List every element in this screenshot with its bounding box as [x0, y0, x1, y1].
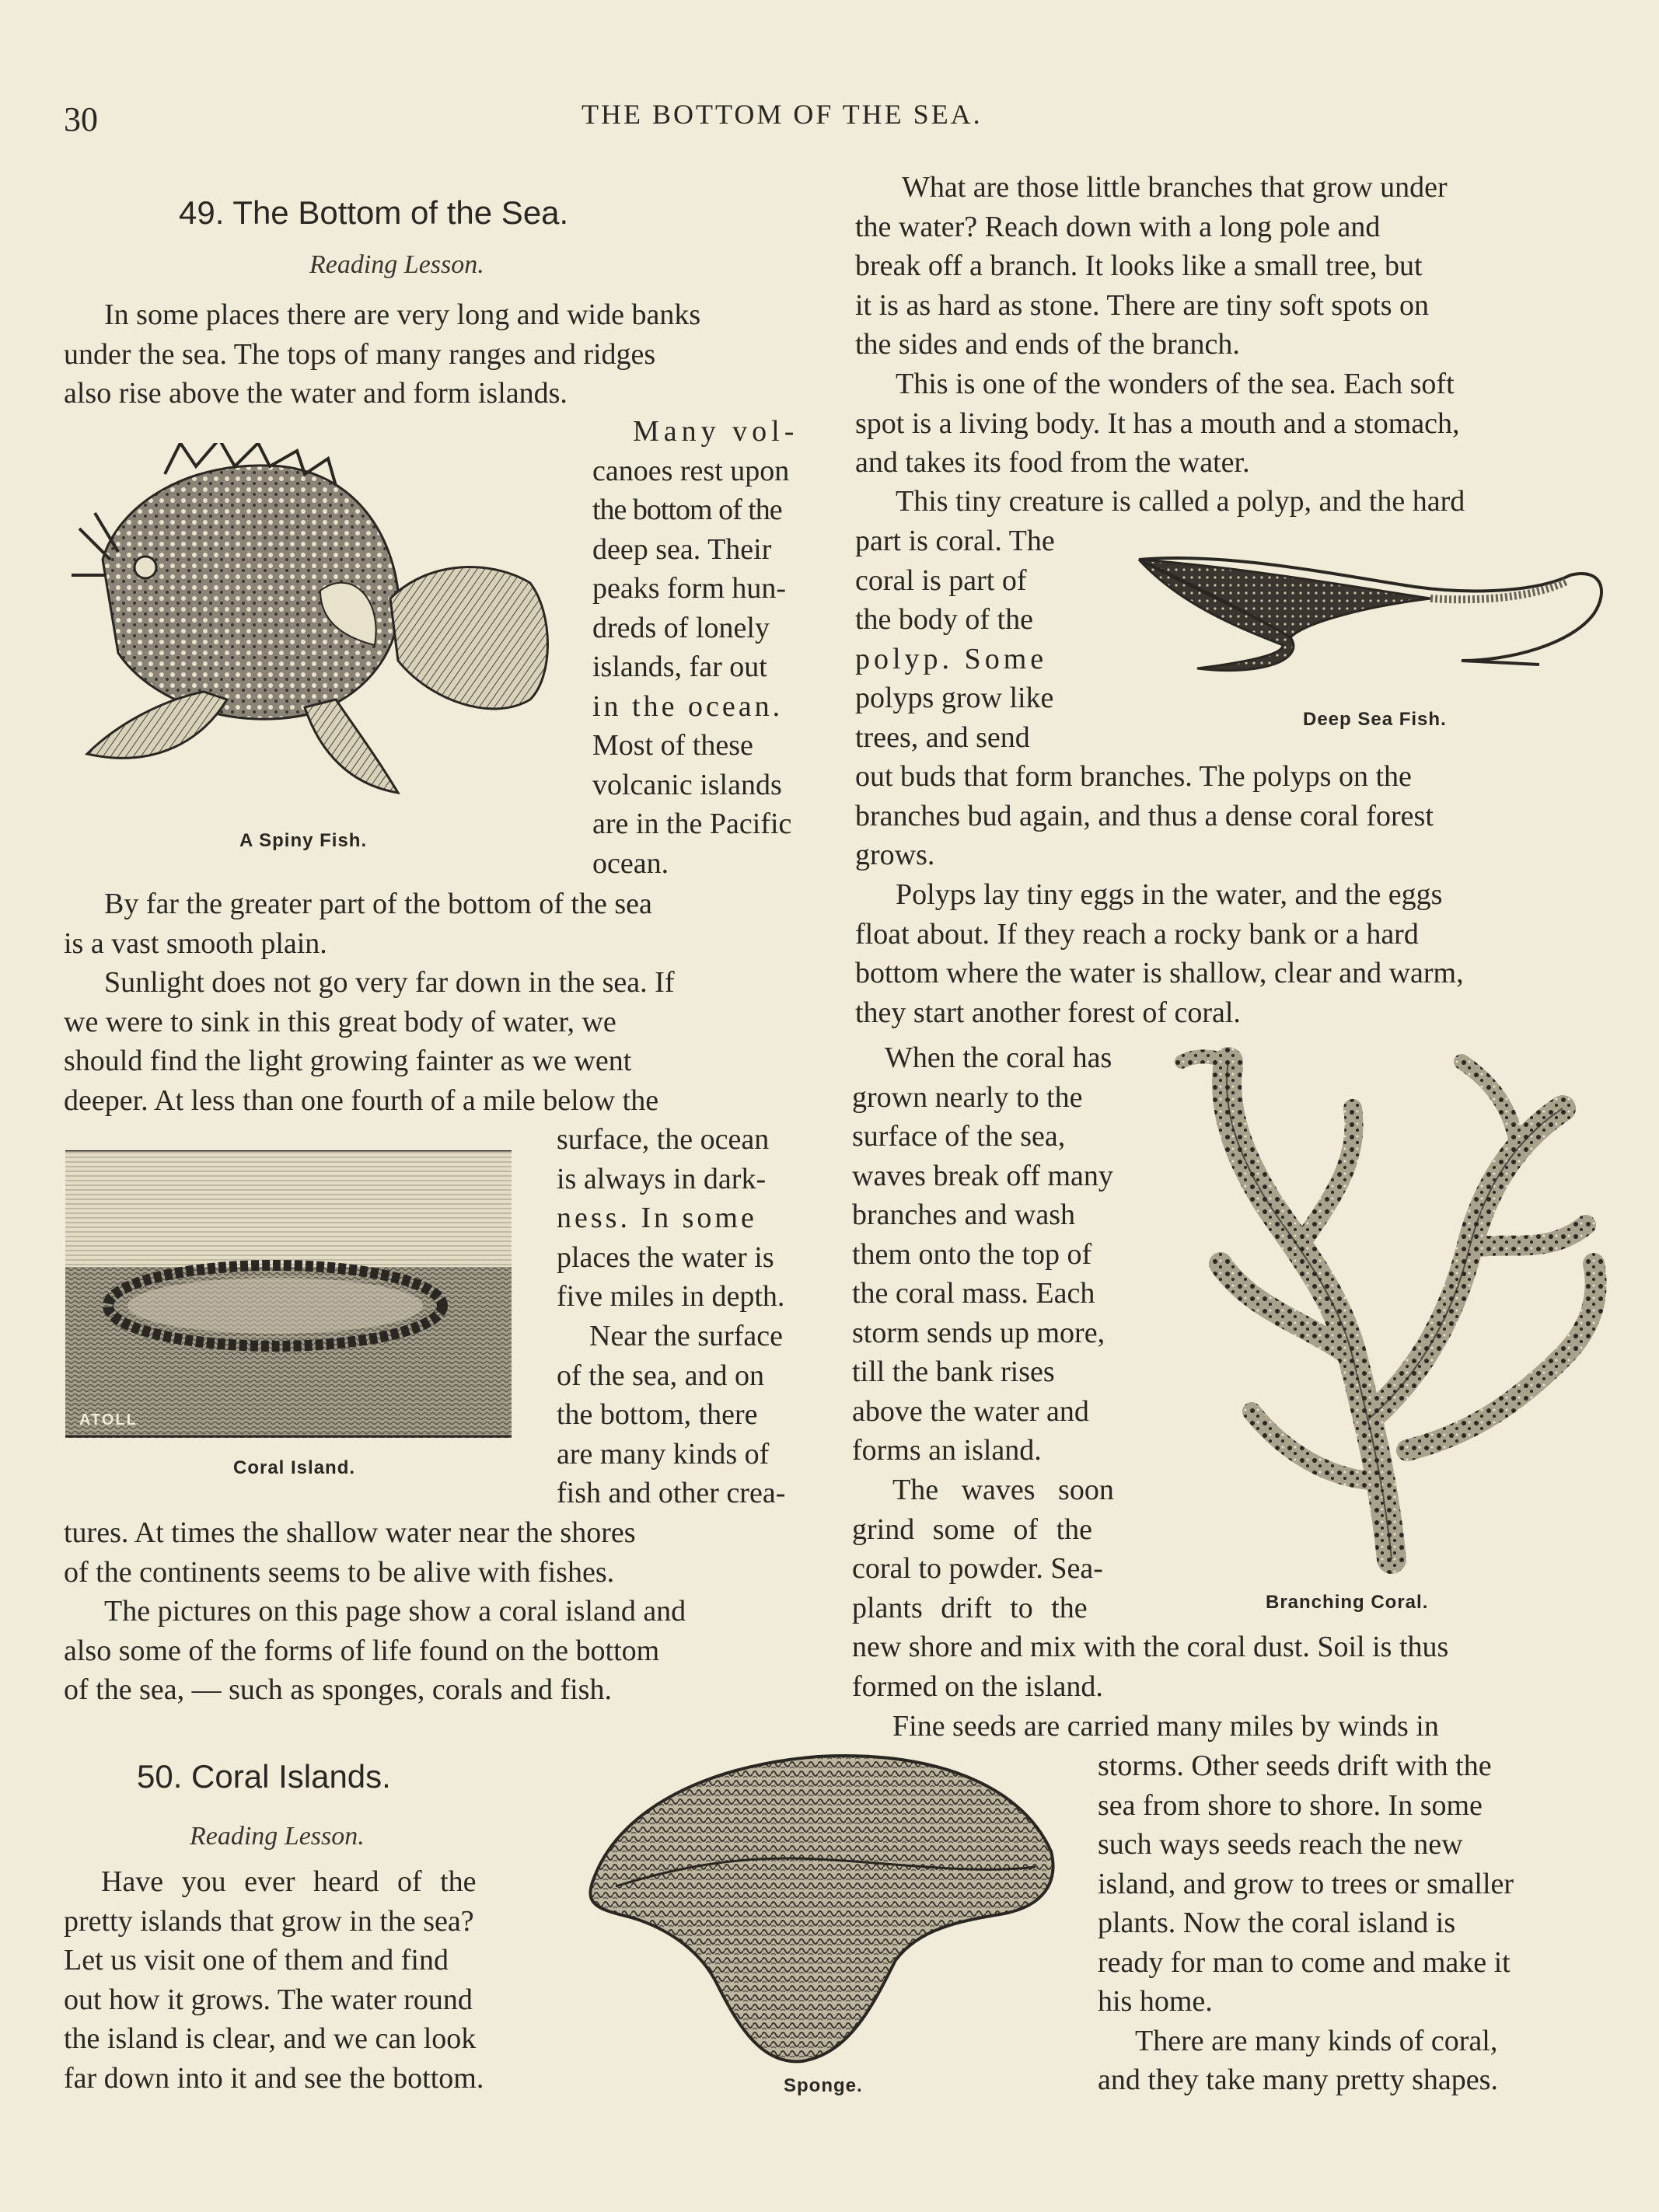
caption-coral-island: Coral Island.	[233, 1457, 356, 1478]
text-line: In some places there are very long and wide banks	[104, 298, 701, 331]
text-line: is a vast smooth plain.	[64, 926, 327, 960]
text-line: fish and other crea-	[557, 1477, 786, 1509]
text-line: new shore and mix with the coral dust. Soil is thus	[852, 1631, 1449, 1663]
text-line: When the coral has	[885, 1041, 1112, 1074]
s49-paragraph-5	[64, 1513, 818, 1592]
text-line: peaks form hun-	[592, 572, 787, 605]
text-line: are in the Pacific	[592, 808, 792, 840]
sponge-illustration	[585, 1750, 1060, 2069]
right-paragraph-6-rest	[852, 1628, 1622, 1706]
text-line: coral is part of	[855, 563, 1027, 597]
running-head: THE BOTTOM OF THE SEA.	[582, 99, 983, 130]
text-line: till the bank rises	[852, 1355, 1055, 1388]
branching-coral-illustration	[1174, 1046, 1617, 1575]
right-paragraph-3-rest	[855, 757, 1617, 875]
page-number: 30	[64, 100, 98, 138]
text-line: Sunlight does not go very far down in the sea. If	[104, 966, 675, 999]
s49-paragraph-3	[64, 884, 818, 963]
text-line: dreds of lonely	[592, 611, 770, 644]
spiny-fish-illustration	[72, 443, 569, 808]
text-line: the body of the	[855, 603, 1034, 636]
text-line: plants drift to the	[852, 1591, 1088, 1624]
text-line: part is coral. The	[855, 525, 1055, 557]
text-line: his home.	[1098, 1985, 1213, 2018]
text-line: plants. Now the coral island is	[1098, 1907, 1456, 1939]
text-line: of the sea, and on	[557, 1359, 764, 1392]
coral-island-illustration	[65, 1150, 512, 1438]
right-paragraph-5-narrow	[852, 1038, 1147, 1471]
text-line: forms an island.	[852, 1434, 1042, 1467]
text-line: the water? Reach down with a long pole and	[855, 210, 1381, 243]
text-line: canoes rest upon	[592, 454, 790, 487]
text-line: pretty islands that grow in the sea?	[64, 1904, 474, 1938]
text-line: storms. Other seeds drift with the	[1098, 1750, 1492, 1782]
text-line: Near the surface	[589, 1320, 783, 1352]
text-line: also some of the forms of life found on the bottom	[64, 1634, 660, 1667]
text-line: grows.	[855, 839, 935, 871]
text-line: surface of the sea,	[852, 1120, 1066, 1153]
caption-deep-sea-fish: Deep Sea Fish.	[1303, 709, 1447, 730]
s49-paragraph-4	[64, 963, 818, 1120]
s49-paragraph-6	[64, 1592, 818, 1710]
text-line: polyp. Some	[855, 642, 1048, 675]
text-line: The waves soon	[892, 1474, 1114, 1506]
right-paragraph-2	[855, 365, 1617, 483]
text-line: in the ocean.	[592, 689, 784, 723]
text-line: are many kinds of	[557, 1437, 770, 1471]
text-line: branches and wash	[852, 1198, 1076, 1231]
text-line: storm sends up more,	[852, 1316, 1105, 1349]
caption-sponge: Sponge.	[784, 2075, 863, 2096]
text-line: What are those little branches that grow under	[902, 171, 1448, 204]
text-line: far down into it and see the bottom.	[64, 2061, 484, 2095]
text-line: also rise above the water and form islands.	[64, 377, 568, 410]
text-line: out how it grows. The water round	[64, 1983, 473, 2016]
text-line: ready for man to come and make it	[1098, 1945, 1511, 1979]
text-line: grown nearly to the	[852, 1080, 1083, 1114]
s49-paragraph-4-narrow	[557, 1120, 813, 1317]
text-line: out buds that form branches. The polyps on the	[855, 760, 1412, 793]
text-line: they start another forest of coral.	[855, 996, 1241, 1029]
text-line: deeper. At less than one fourth of a mile below the	[64, 1083, 659, 1117]
text-line: waves break off many	[852, 1159, 1113, 1192]
text-line: volcanic islands	[592, 768, 782, 801]
text-line: is always in dark-	[557, 1162, 767, 1195]
right-paragraph-6-narrow	[852, 1471, 1147, 1628]
text-line: break off a branch. It looks like a small tree, but	[855, 249, 1423, 282]
text-line: we were to sink in this great body of water, we	[64, 1005, 616, 1038]
text-line: the island is clear, and we can look	[64, 2022, 477, 2055]
text-line: This is one of the wonders of the sea. Each soft	[896, 368, 1455, 400]
text-line: Polyps lay tiny eggs in the water, and the eggs	[896, 878, 1443, 911]
s49-paragraph-2	[592, 412, 818, 883]
text-line: spot is a living body. It has a mouth and a stomach,	[855, 406, 1460, 440]
text-line: grind some of the	[852, 1512, 1093, 1546]
text-line: Fine seeds are carried many miles by winds in	[892, 1710, 1439, 1743]
text-line: Let us visit one of them and find	[64, 1944, 449, 1976]
section-49-heading: 49. The Bottom of the Sea.	[179, 194, 569, 231]
text-line: trees, and send	[855, 720, 1030, 754]
caption-branching-coral: Branching Coral.	[1266, 1592, 1429, 1613]
right-paragraph-3-first	[855, 482, 1617, 522]
section-50-subheading: Reading Lesson.	[190, 1822, 365, 1851]
text-line: the sides and ends of the branch.	[855, 328, 1240, 361]
text-line: islands, far out	[592, 651, 767, 683]
caption-spiny-fish: A Spiny Fish.	[239, 830, 368, 851]
text-line: sea from shore to shore. In some	[1098, 1788, 1483, 1822]
text-line: it is as hard as stone. There are tiny soft spots on	[855, 288, 1430, 322]
text-line: ocean.	[592, 846, 669, 880]
text-line: above the water and	[852, 1394, 1089, 1428]
text-line: surface, the ocean	[557, 1123, 770, 1156]
text-line: deep sea. Their	[592, 532, 772, 566]
text-line: The pictures on this page show a coral island and	[104, 1595, 686, 1628]
text-line: ness. In some	[557, 1202, 757, 1234]
text-line: the bottom, there	[557, 1398, 758, 1431]
text-line: Most of these	[592, 729, 753, 762]
text-line: coral to powder. Sea-	[852, 1552, 1103, 1585]
text-line: By far the greater part of the bottom of the sea	[104, 888, 652, 920]
text-line: float about. If they reach a rocky bank or a hard	[855, 917, 1419, 951]
text-line: polyps grow like	[855, 682, 1054, 714]
text-line: the coral mass. Each	[852, 1277, 1095, 1310]
text-line: tures. At times the shallow water near the shores	[64, 1516, 636, 1549]
text-line: branches bud again, and thus a dense coral forest	[855, 799, 1434, 832]
text-line: Many vol-	[633, 415, 799, 448]
deep-sea-fish-illustration	[1135, 544, 1617, 676]
right-paragraph-1	[855, 168, 1617, 365]
text-line: Have you ever heard of the	[101, 1865, 477, 1898]
right-paragraph-7-narrow	[1098, 1746, 1611, 2100]
text-line: island, and grow to trees or smaller	[1098, 1867, 1514, 1900]
text-line: of the sea, — such as sponges, corals and fish.	[64, 1673, 612, 1706]
atoll-label: ATOLL	[79, 1411, 138, 1429]
s49-paragraph-1	[64, 295, 818, 413]
right-paragraph-3-narrow	[855, 522, 1088, 757]
text-line: This tiny creature is called a polyp, and the hard	[896, 485, 1465, 518]
text-line: places the water is	[557, 1240, 774, 1274]
text-line: five miles in depth.	[557, 1280, 785, 1313]
s49-paragraph-5-narrow	[557, 1317, 813, 1513]
text-line: such ways seeds reach the new	[1098, 1828, 1463, 1861]
section-49-subheading: Reading Lesson.	[309, 250, 484, 279]
text-line: under the sea. The tops of many ranges and ridges	[64, 337, 656, 371]
text-line: should find the light growing fainter as we went	[64, 1045, 632, 1077]
text-line: the bottom of the	[592, 494, 782, 526]
right-paragraph-4	[855, 875, 1617, 1032]
text-line: There are many kinds of coral,	[1135, 2024, 1498, 2057]
text-line: of the continents seems to be alive with fishes.	[64, 1555, 615, 1589]
text-line: them onto the top of	[852, 1237, 1092, 1271]
text-line: formed on the island.	[852, 1669, 1103, 1703]
text-line: bottom where the water is shallow, clear and warm,	[855, 957, 1464, 989]
s50-paragraph-1	[64, 1862, 569, 2098]
text-line: and they take many pretty shapes.	[1098, 2064, 1498, 2096]
right-paragraph-7-first	[852, 1707, 1622, 1746]
text-line: and takes its food from the water.	[855, 446, 1250, 479]
section-50-heading: 50. Coral Islands.	[137, 1758, 391, 1795]
